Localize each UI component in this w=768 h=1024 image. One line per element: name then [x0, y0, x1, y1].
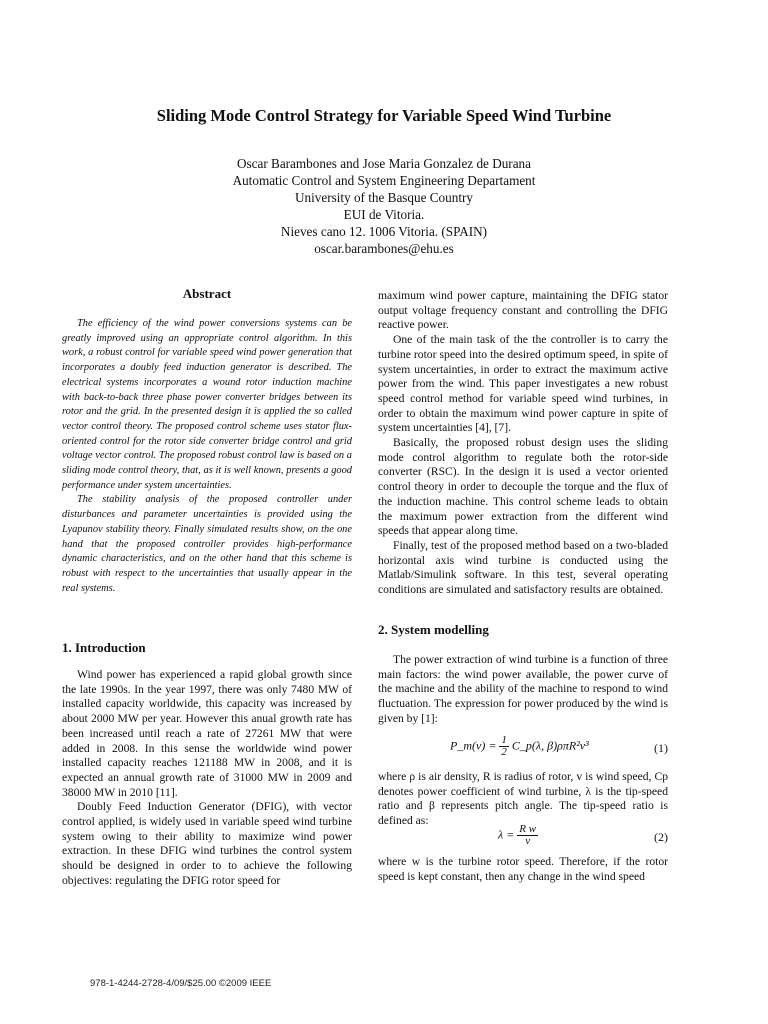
abstract-heading: Abstract [182, 286, 232, 301]
body-paragraph: where w is the turbine rotor speed. Therefore, if the rotor speed is kept constant, then any change in the wind speed [378, 855, 668, 883]
modelling-paragraph-2 [378, 770, 668, 829]
right-column-intro [378, 289, 668, 598]
equation-fraction [517, 824, 538, 847]
body-paragraph: Wind power has experienced a rapid global growth since the late 1990s. In the year 1997, there was only 7480 MW of installed capacity worldwide, this capacity was increased by about 2000 MW per year. However this anual growth rate has been increased until reach a rate of 27261 MW that were added in 2008. In this sense the worldwide wind power installed capacity reaches 121188 MW in 2008, and it is expected an annual growth rate of 31000 MW in 2009 and 38000 MW in 2010 [11]. [62, 668, 352, 799]
author-email: oscar.barambones@ehu.es [314, 241, 454, 256]
author-address: Nieves cano 12. 1006 Vitoria. (SPAIN) [280, 224, 488, 239]
equation-fraction [499, 735, 509, 758]
author-block [0, 155, 768, 257]
equation-1 [378, 732, 668, 764]
equation-lhs: λ = [498, 827, 515, 842]
fraction-numerator: R w [519, 823, 537, 835]
author-names: Oscar Barambones and Jose Maria Gonzalez de Durana [236, 156, 532, 171]
paper-title: Sliding Mode Control Strategy for Variable Speed Wind Turbine [156, 106, 612, 125]
author-department: Automatic Control and System Engineering Departament [232, 173, 536, 188]
section-heading-system-modelling: 2. System modelling [378, 622, 489, 637]
copyright-footer: 978-1-4244-2728-4/09/$25.00 ©2009 IEEE [90, 978, 272, 989]
section-heading-introduction: 1. Introduction [62, 640, 146, 655]
equation-rhs: C_p(λ, β)ρπR²v³ [511, 738, 589, 753]
abstract-paragraph: The efficiency of the wind power conversions systems can be greatly improved using an appropriate control algorithm. In this work, a robust control for variable speed wind power generation that incorporates a doubly feed induction generator is described. The electrical systems incorporates a wound rotor induction machine with back-to-back three phase power converter bridges between its rotor and the grid. In the presented design it is applied the so called vector control theory. The proposed control scheme uses stator flux-oriented control for the rotor side converter bridge control and grid voltage vector control. The proposed robust control law is based on a sliding mode control theory, that, as it is well known, presents a good performance under system uncertainties. [62, 318, 352, 491]
modelling-paragraph-1 [378, 653, 668, 727]
abstract-paragraph: The stability analysis of the proposed controller under disturbances and parameter uncertainties is provided using the Lyapunov stability theory. Finally simulated results show, on the one hand that the proposed controller provides high-performance dynamic characteristics, and on the other hand that this scheme is robust with respect to the uncertainties that usually appear in the real systems. [62, 494, 352, 594]
body-paragraph: where ρ is air density, R is radius of rotor, v is wind speed, Cp denotes power coefficient of wind turbine, λ is the tip-speed ratio and β represents pitch angle. The tip-speed ratio is defined as: [378, 770, 668, 828]
body-paragraph: Basically, the proposed robust design uses the sliding mode control algorithm to regulate both the rotor-side converter (RSC). In the design it is used a vector oriented control theory in order to decouple the torque and the flux of the induction machine. This control scheme leads to obtain the maximum power extraction from the different wind speeds that appear along time. [378, 436, 668, 538]
modelling-paragraph-3 [378, 855, 668, 884]
abstract-body [62, 317, 352, 596]
body-paragraph: Doubly Feed Induction Generator (DFIG), with vector control applied, is widely used in variable speed wind turbine system owing to their ability to maximize wind power extraction. In these DFIG wind turbines the control system should be designed in order to to achieve the following objectives: regulating the DFIG rotor speed for [62, 800, 352, 887]
equation-lhs: P_m(v) = [450, 738, 497, 753]
body-paragraph: One of the main task of the the controller is to carry the turbine rotor speed into the desired optimum speed, in spite of system uncertainties, in order to extract the maximum active power from the wind. This paper investigates a new robust speed control method for variable speed wind turbines, in order to obtain the maximum wind power capture in spite of system uncertainties [4], [7]. [378, 333, 668, 435]
introduction-body [62, 668, 352, 889]
fraction-denominator: v [525, 835, 531, 847]
fraction-numerator: 1 [501, 734, 507, 746]
body-paragraph: The power extraction of wind turbine is a function of three main factors: the wind power available, the power curve of the machine and the ability of the machine to respond to wind fluctuation. The expression for power produced by the wind is given by [1]: [378, 653, 668, 725]
equation-2 [378, 824, 668, 852]
equation-number: (1) [654, 741, 668, 755]
author-university: University of the Basque Country [294, 190, 473, 205]
fraction-denominator: 2 [501, 746, 507, 758]
body-paragraph: Finally, test of the proposed method based on a two-bladed horizontal axis wind turbine is conducted using the Matlab/Simulink software. In this test, several operating conditions are simulated and satisfactory results are obtained. [378, 538, 668, 597]
equation-number: (2) [654, 830, 668, 844]
body-paragraph: maximum wind power capture, maintaining the DFIG stator output voltage frequency constant and controlling the DFIG reactive power. [378, 289, 668, 332]
author-school: EUI de Vitoria. [343, 207, 425, 222]
